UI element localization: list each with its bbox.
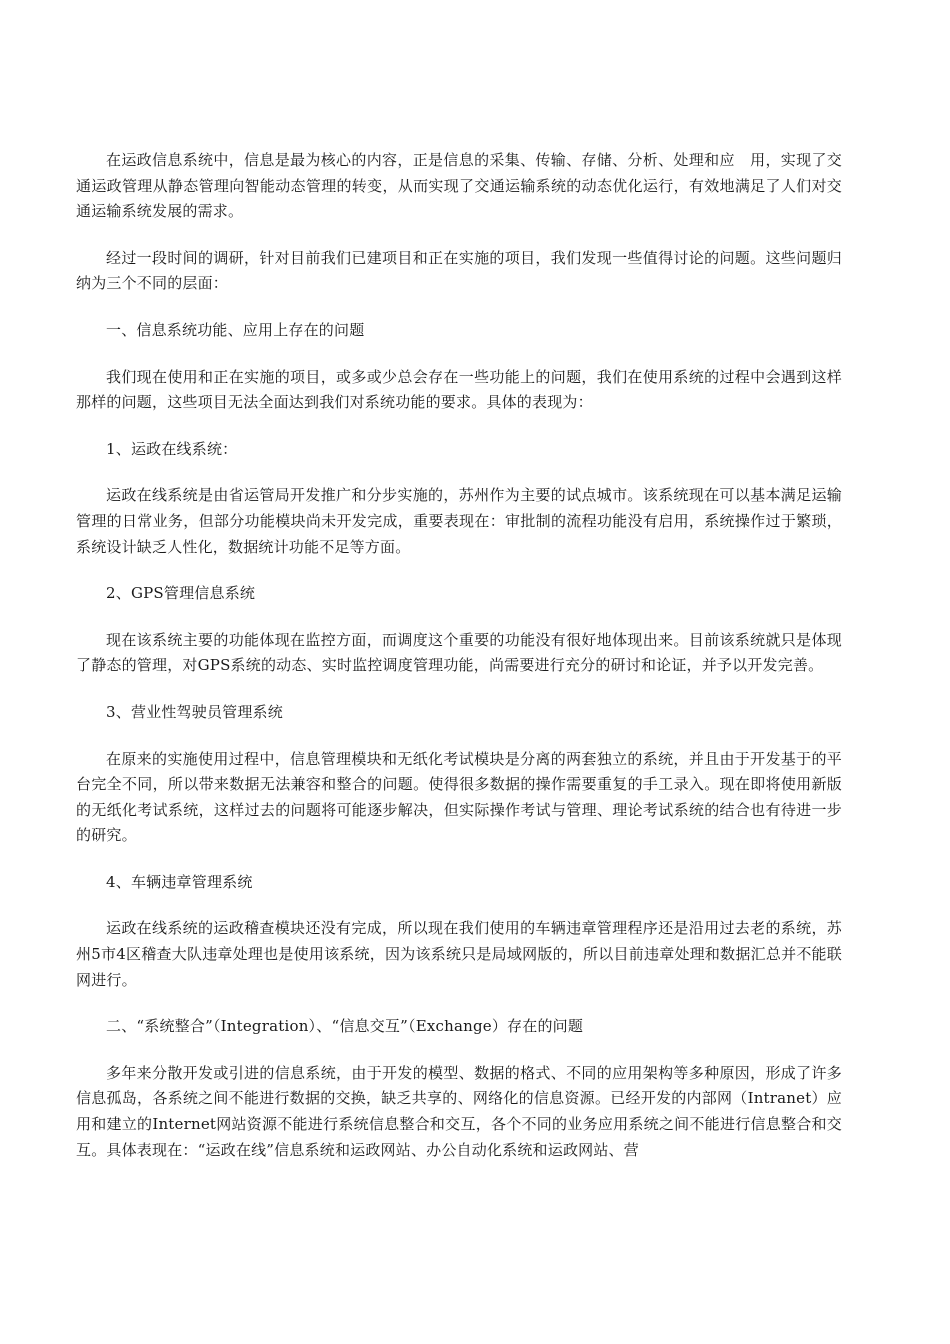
subheading-1: 1、运政在线系统：	[106, 439, 238, 458]
paragraph-survey: 经过一段时间的调研，针对目前我们已建项目和正在实施的项目，我们发现一些值得讨论的问题。这些问题归纳为三个不同的层面：	[76, 248, 842, 293]
paragraph-functions: 我们现在使用和正在实施的项目，或多或少总会存在一些功能上的问题，我们在使用系统的过程中会遇到这样那样的问题，这些项目无法全面达到我们对系统功能的要求。具体的表现为：	[76, 367, 842, 412]
paragraph-integration: 多年来分散开发或引进的信息系统，由于开发的模型、数据的格式、不同的应用架构等多种原因，形成了许多信息孤岛，各系统之间不能进行数据的交换，缺乏共享的、网络化的信息资源。已经开发的内部网（Intranet）应用和建立的Internet网站资源不能进行系统信息整合和交互，各个不同的业务应用系统之间不能进行信息整合和交互。具体表现在：“运政在线”信息系统和运政网站、办公自动化系统和运政网站、营	[76, 1063, 843, 1159]
subheading-3: 3、营业性驾驶员管理系统	[106, 702, 283, 721]
paragraph-violation-system: 运政在线系统的运政稽查模块还没有完成，所以现在我们使用的车辆违章管理程序还是沿用过去老的系统，苏州5市4区稽查大队违章处理也是使用该系统，因为该系统只是局域网版的，所以目前违章处理和数据汇总并不能联网进行。	[76, 919, 842, 989]
subheading-4: 4、车辆违章管理系统	[106, 872, 253, 891]
section-heading-2: 二、“系统整合”（Integration）、“信息交互”（Exchange）存在的问题	[106, 1017, 584, 1036]
paragraph-online-system: 运政在线系统是由省运管局开发推广和分步实施的，苏州作为主要的试点城市。该系统现在可以基本满足运输管理的日常业务，但部分功能模块尚未开发完成，重要表现在：审批制的流程功能没有启用，系统操作过于繁琐，系统设计缺乏人性化，数据统计功能不足等方面。	[76, 486, 842, 556]
subheading-2: 2、GPS管理信息系统	[106, 584, 256, 603]
document-body	[76, 148, 842, 1163]
paragraph-gps-system: 现在该系统主要的功能体现在监控方面，而调度这个重要的功能没有很好地体现出来。目前该系统就只是体现了静态的管理，对GPS系统的动态、实时监控调度管理功能，尚需要进行充分的研讨和论证，并予以开发完善。	[76, 630, 842, 675]
section-heading-1: 一、信息系统功能、应用上存在的问题	[106, 320, 365, 339]
paragraph-driver-system: 在原来的实施使用过程中，信息管理模块和无纸化考试模块是分离的两套独立的系统，并且由于开发基于的平台完全不同，所以带来数据无法兼容和整合的问题。使得很多数据的操作需要重复的手工录入。现在即将使用新版的无纸化考试系统，这样过去的问题将可能逐步解决，但实际操作考试与管理、理论考试系统的结合也有待进一步的研究。	[76, 749, 842, 845]
paragraph-intro: 在运政信息系统中，信息是最为核心的内容，正是信息的采集、传输、存储、分析、处理和应 用，实现了交通运政管理从静态管理向智能动态管理的转变，从而实现了交通运输系统的动态优化运行，有效地满足了人们对交通运输系统发展的需求。	[76, 151, 842, 221]
